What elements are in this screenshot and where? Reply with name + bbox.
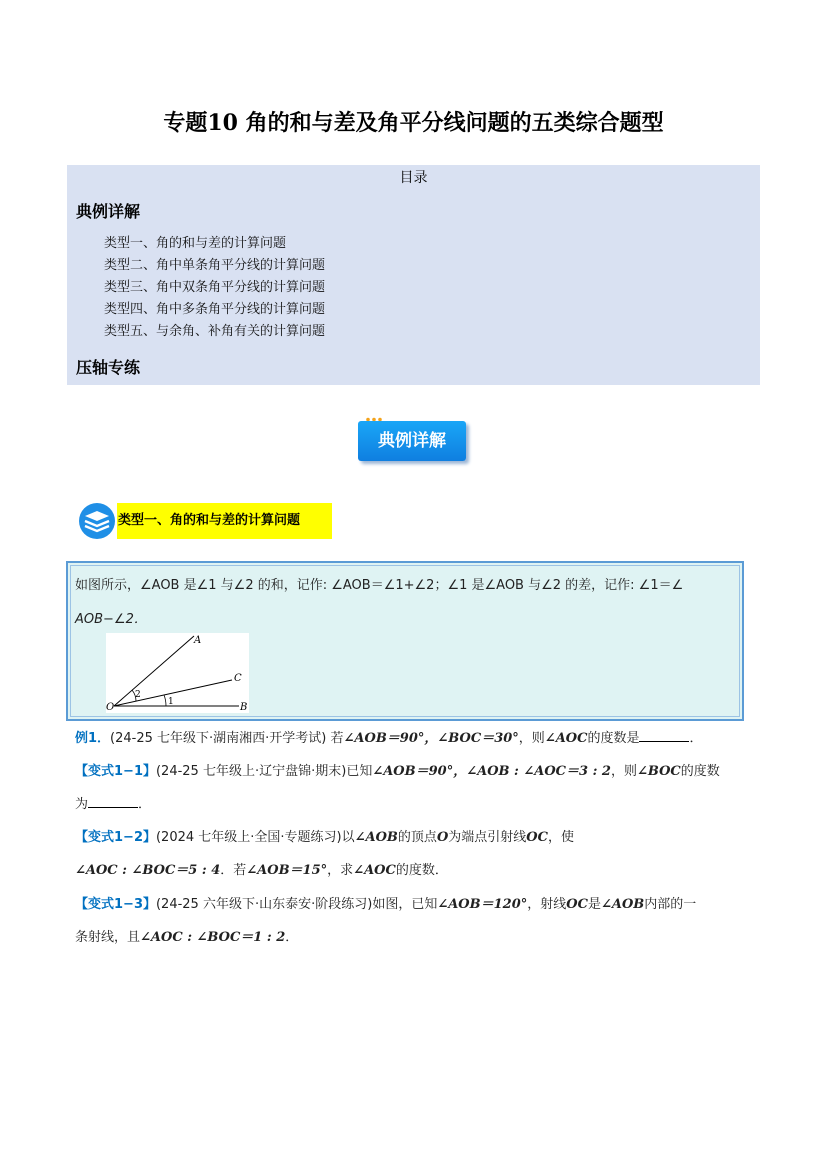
toc-item-type2[interactable]: 类型二、角中单条角平分线的计算问题 [104,258,326,273]
variant-1-3-line2: 条射线，且∠AOC : ∠BOC＝1 : 2． [75,930,299,945]
toc-section-examples[interactable]: 典例详解 [76,202,141,221]
toc-section-practice[interactable]: 压轴专练 [76,358,141,377]
toc-item-type4[interactable]: 类型四、角中多条角平分线的计算问题 [104,302,326,317]
table-of-contents [67,165,760,385]
variant-1-2-line2: ∠AOC : ∠BOC＝5 : 4．若∠AOB＝15°，求∠AOC的度数． [75,863,448,878]
section-badge: 典例详解 [358,421,466,461]
page-title: 专题10 角的和与差及角平分线问题的五类综合题型 [163,110,664,136]
variant-1-2-label: 【变式1−2】 [75,830,156,845]
answer-blank[interactable] [639,729,689,742]
arc-1 [164,695,166,706]
example-1-label: 例1． [75,731,111,746]
variant-1-1-line2: 为 ． [75,797,152,812]
variant-1-1-label: 【变式1−1】 [75,764,156,779]
toc-item-type3[interactable]: 类型三、角中双条角平分线的计算问题 [104,280,326,295]
label-1: 1 [168,697,174,707]
answer-blank[interactable] [88,795,138,808]
definition-line1: 如图所示，∠AOB 是∠1 与∠2 的和，记作: ∠AOB＝∠1+∠2；∠1 是∠AOB 与∠2 的差，记作: ∠1＝∠ [75,578,684,593]
type1-heading: 类型一、角的和与差的计算问题 [117,503,332,539]
variant-1-3-label: 【变式1−3】 [75,897,156,912]
label-O: O [106,702,115,713]
label-C: C [234,673,242,684]
label-A: A [194,635,202,646]
label-2: 2 [135,690,141,700]
definition-line2: AOB−∠2． [75,612,147,627]
stack-icon [77,502,117,540]
definition-text [75,569,735,637]
definition-box [66,561,744,721]
example-1: 例1．(24-25 七年级下·湖南湘西·开学考试) 若∠AOB＝90°，∠BOC＝30°，则∠AOC的度数是 ． [75,731,703,746]
ray-oa [114,636,194,706]
toc-heading: 目录 [399,170,428,186]
toc-item-type5[interactable]: 类型五、与余角、补角有关的计算问题 [104,324,326,339]
variant-1-1: 【变式1−1】(24-25 七年级上·辽宁盘锦·期末)已知∠AOB＝90°，∠AOB : ∠AOC＝3 : 2，则∠BOC的度数 [75,764,720,779]
variant-1-2: 【变式1−2】(2024 七年级上·全国·专题练习)以∠AOB的顶点O为端点引射线OC，使 [75,830,574,845]
toc-item-type1[interactable]: 类型一、角的和与差的计算问题 [104,236,287,251]
variant-1-3: 【变式1−3】(24-25 六年级下·山东泰安·阶段练习)如图，已知∠AOB＝120°，射线OC是∠AOB内部的一 [75,897,697,912]
angle-figure [106,633,249,713]
label-B: B [240,702,248,713]
